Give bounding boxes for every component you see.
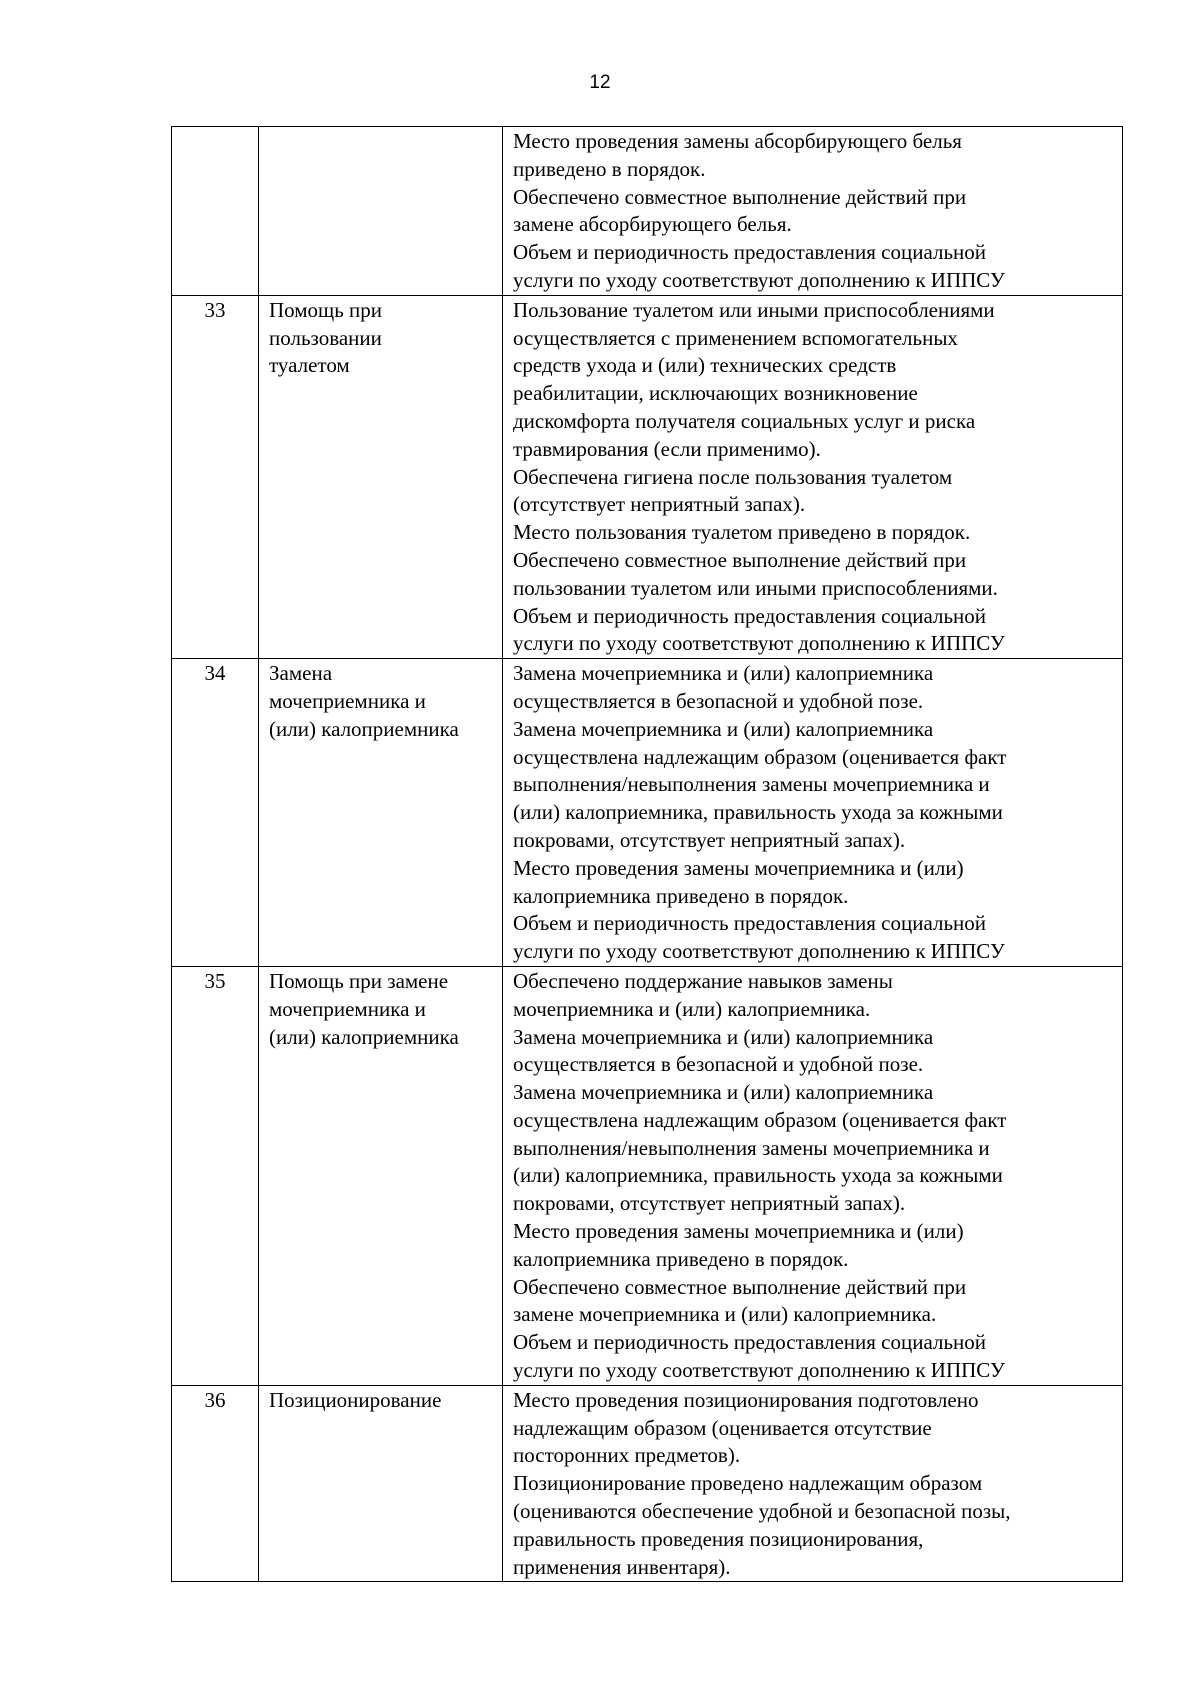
quality-criteria-line: осуществлена надлежащим образом (оценивается факт xyxy=(513,744,1007,769)
quality-criteria-cell xyxy=(503,295,1123,658)
quality-criteria-line: услуги по уходу соответствуют дополнению к ИППСУ xyxy=(513,631,1005,656)
service-name-line: Помощь при замене xyxy=(269,968,449,993)
table-row xyxy=(172,966,1123,1385)
quality-criteria-line: Замена мочеприемника и (или) калоприемника xyxy=(513,1024,934,1049)
row-number-cell xyxy=(172,127,259,296)
service-name-line: мочеприемника и xyxy=(269,688,426,713)
quality-criteria-line: надлежащим образом (оценивается отсутствие xyxy=(513,1415,932,1440)
quality-criteria-line: Обеспечено совместное выполнение действий при xyxy=(513,547,967,572)
service-name-cell xyxy=(259,1385,503,1582)
quality-criteria-line: осуществляется с применением вспомогательных xyxy=(513,325,958,350)
row-number-cell xyxy=(172,966,259,1385)
row-number-cell xyxy=(172,295,259,658)
table-body xyxy=(172,127,1123,1582)
row-number: 36 xyxy=(204,1387,226,1412)
quality-criteria-line: пользовании туалетом или иными приспособлениями. xyxy=(513,575,998,600)
service-name-line: Позиционирование xyxy=(269,1387,442,1412)
quality-criteria-line: реабилитации, исключающих возникновение xyxy=(513,381,918,406)
quality-criteria-line: Место проведения замены абсорбирующего белья xyxy=(513,129,962,153)
service-name-line: мочеприемника и xyxy=(269,996,426,1021)
quality-criteria-line: осуществляется в безопасной и удобной позе. xyxy=(513,1052,924,1077)
row-number-cell xyxy=(172,659,259,967)
quality-criteria-line: (или) калоприемника, правильность ухода за кожными xyxy=(513,800,1003,825)
quality-criteria-line: замене мочеприемника и (или) калоприемника. xyxy=(513,1302,937,1327)
quality-criteria-line: покровами, отсутствует неприятный запах). xyxy=(513,1191,906,1216)
quality-criteria-line: правильность проведения позиционирования, xyxy=(513,1526,924,1551)
service-name-line: Замена xyxy=(269,661,333,686)
table-row xyxy=(172,659,1123,967)
quality-criteria-line: замене абсорбирующего белья. xyxy=(513,212,792,237)
quality-criteria-line: посторонних предметов). xyxy=(513,1443,741,1468)
quality-criteria-line: травмирования (если применимо). xyxy=(513,436,821,461)
quality-criteria-cell xyxy=(503,127,1123,296)
quality-criteria-line: (или) калоприемника, правильность ухода за кожными xyxy=(513,1163,1003,1188)
quality-criteria-line: Обеспечено совместное выполнение действий при xyxy=(513,1274,967,1299)
services-table xyxy=(171,126,1123,1582)
quality-criteria-line: Обеспечено совместное выполнение действий при xyxy=(513,184,967,209)
quality-criteria-line: калоприемника приведено в порядок. xyxy=(513,1246,849,1271)
quality-criteria-line: услуги по уходу соответствуют дополнению к ИППСУ xyxy=(513,1358,1005,1383)
table-row xyxy=(172,127,1123,296)
quality-criteria-line: покровами, отсутствует неприятный запах). xyxy=(513,827,906,852)
quality-criteria-line: дискомфорта получателя социальных услуг и риска xyxy=(513,408,976,433)
quality-criteria-line: услуги по уходу соответствуют дополнению к ИППСУ xyxy=(513,939,1005,964)
quality-criteria-line: Место пользования туалетом приведено в порядок. xyxy=(513,520,971,545)
quality-criteria-line: (оцениваются обеспечение удобной и безопасной позы, xyxy=(513,1499,1011,1524)
quality-criteria-line: Объем и периодичность предоставления социальной xyxy=(513,911,987,936)
quality-criteria-line: Объем и периодичность предоставления социальной xyxy=(513,603,987,628)
quality-criteria-line: калоприемника приведено в порядок. xyxy=(513,883,849,908)
quality-criteria-cell xyxy=(503,1385,1123,1582)
service-name-cell xyxy=(259,659,503,967)
service-name-cell xyxy=(259,966,503,1385)
quality-criteria-line: Позиционирование проведено надлежащим образом xyxy=(513,1471,983,1496)
quality-criteria-line: Обеспечена гигиена после пользования туалетом xyxy=(513,464,953,489)
quality-criteria-cell xyxy=(503,966,1123,1385)
service-name-cell xyxy=(259,295,503,658)
quality-criteria-line: Объем и периодичность предоставления социальной xyxy=(513,1330,987,1355)
service-name-line: туалетом xyxy=(269,353,350,378)
quality-criteria-line: Пользование туалетом или иными приспособлениями xyxy=(513,297,995,322)
row-number: 35 xyxy=(204,968,226,993)
service-name-line: (или) калоприемника xyxy=(269,1024,459,1049)
row-number: 33 xyxy=(204,297,226,322)
quality-criteria-line: выполнения/невыполнения замены мочеприемника и xyxy=(513,1135,990,1160)
quality-criteria-line: осуществляется в безопасной и удобной позе. xyxy=(513,688,924,713)
quality-criteria-line: услуги по уходу соответствуют дополнению к ИППСУ xyxy=(513,267,1005,292)
row-number-cell xyxy=(172,1385,259,1582)
quality-criteria-line: Замена мочеприемника и (или) калоприемника xyxy=(513,661,934,686)
service-name-cell xyxy=(259,127,503,296)
quality-criteria-line: Объем и периодичность предоставления социальной xyxy=(513,240,987,265)
quality-criteria-cell xyxy=(503,659,1123,967)
quality-criteria-line: приведено в порядок. xyxy=(513,156,706,181)
row-number: 34 xyxy=(204,661,226,686)
service-name-line: Помощь при xyxy=(269,297,383,322)
quality-criteria-line: (отсутствует неприятный запах). xyxy=(513,492,806,517)
quality-criteria-line: Место проведения замены мочеприемника и (или) xyxy=(513,1219,964,1244)
service-name-line: пользовании xyxy=(269,325,382,350)
quality-criteria-line: Место проведения замены мочеприемника и (или) xyxy=(513,855,964,880)
table-row xyxy=(172,295,1123,658)
quality-criteria-line: Место проведения позиционирования подготовлено xyxy=(513,1387,979,1412)
quality-criteria-line: выполнения/невыполнения замены мочеприемника и xyxy=(513,772,990,797)
quality-criteria-line: Обеспечено поддержание навыков замены xyxy=(513,968,893,993)
table-row xyxy=(172,1385,1123,1582)
quality-criteria-line: средств ухода и (или) технических средств xyxy=(513,353,897,378)
quality-criteria-line: осуществлена надлежащим образом (оценивается факт xyxy=(513,1107,1007,1132)
page-number: 12 xyxy=(589,72,611,93)
quality-criteria-line: Замена мочеприемника и (или) калоприемника xyxy=(513,716,934,741)
quality-criteria-line: Замена мочеприемника и (или) калоприемника xyxy=(513,1080,934,1105)
service-name-line: (или) калоприемника xyxy=(269,716,459,741)
quality-criteria-line: применения инвентаря). xyxy=(513,1554,731,1579)
quality-criteria-line: мочеприемника и (или) калоприемника. xyxy=(513,996,871,1021)
